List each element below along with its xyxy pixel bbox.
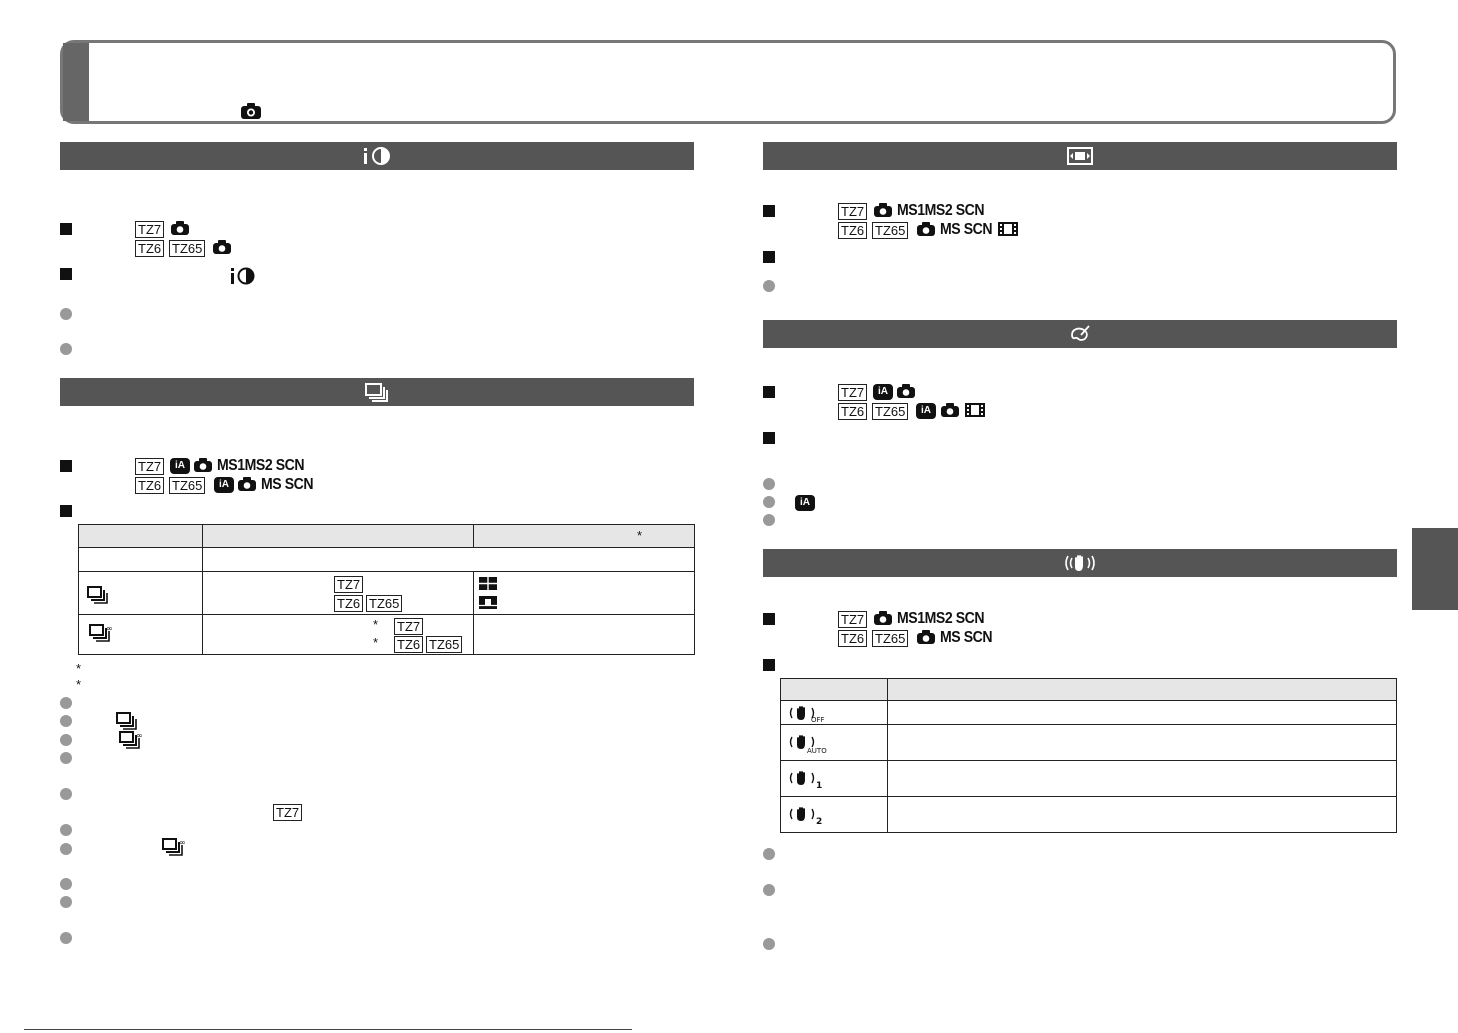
mode-text-ms-scn: MS SCN [261, 476, 314, 493]
round-bullet [763, 280, 775, 292]
footnote-asterisk: * [373, 635, 379, 650]
stabilizer-mode-table [780, 678, 1397, 833]
square-bullet [763, 659, 775, 671]
round-bullet [60, 788, 72, 800]
model-badge-tz6: TZ6 [838, 403, 867, 420]
burst-icon [364, 382, 390, 402]
model-badge-tz7: TZ7 [334, 576, 363, 593]
camera-icon [170, 220, 190, 236]
square-bullet [763, 613, 775, 625]
model-badge-tz65: TZ65 [872, 222, 908, 239]
model-badge-tz7: TZ7 [838, 611, 867, 628]
model-badge-tz65: TZ65 [426, 636, 462, 653]
section-bar-af-mode [763, 142, 1397, 170]
intelligent-exposure-icon [230, 266, 256, 286]
mode-text-ms1-ms2-scn: MS1MS2 SCN [897, 610, 985, 627]
intelligent-exposure-icon [362, 146, 392, 166]
camera-icon [240, 102, 262, 120]
header-tab-marker [63, 43, 89, 121]
stabilizer-mode1-icon [789, 770, 821, 790]
footnote-asterisk: * [76, 661, 82, 676]
mode-text-ms-scn: MS SCN [940, 221, 993, 238]
round-bullet [60, 896, 72, 908]
footnote-asterisk: * [636, 528, 642, 543]
table-row [79, 548, 695, 572]
square-bullet [763, 386, 775, 398]
af-area-icon [1066, 146, 1094, 166]
model-badge-tz6: TZ6 [838, 630, 867, 647]
table-header-row [781, 679, 1397, 701]
section-bar-color-mode [763, 320, 1397, 348]
model-badge-tz7: TZ7 [135, 221, 164, 238]
svg-text:∞: ∞ [179, 838, 186, 847]
camera-icon [873, 610, 893, 626]
model-badge-tz6: TZ6 [838, 222, 867, 239]
round-bullet [60, 734, 72, 746]
table-row [79, 572, 695, 615]
round-bullet [763, 478, 775, 490]
table-row [781, 761, 1397, 797]
round-bullet [60, 843, 72, 855]
model-badge-tz6: TZ6 [135, 477, 164, 494]
stabilizer-icon [1063, 553, 1097, 573]
intelligent-auto-icon: iA [795, 495, 815, 511]
footer-rule [24, 1029, 632, 1030]
round-bullet [763, 514, 775, 526]
model-badge-tz6: TZ6 [334, 595, 363, 612]
round-bullet [763, 938, 775, 950]
round-bullet [60, 878, 72, 890]
mode-text-ms1-ms2-scn: MS1MS2 SCN [897, 202, 985, 219]
unlimited-burst-icon [162, 838, 192, 858]
svg-text:∞: ∞ [136, 731, 143, 740]
svg-text:∞: ∞ [106, 624, 113, 633]
unlimited-burst-icon [89, 624, 117, 644]
picture-size-icon [479, 596, 497, 609]
model-badge-tz7: TZ7 [838, 384, 867, 401]
model-badge-tz7: TZ7 [838, 203, 867, 220]
square-bullet [60, 460, 72, 472]
motion-picture-icon [964, 402, 986, 418]
square-bullet [763, 251, 775, 263]
round-bullet [60, 697, 72, 709]
motion-picture-icon [997, 221, 1019, 237]
camera-icon [916, 629, 936, 645]
intelligent-auto-icon: iA [214, 477, 234, 493]
picture-size-icon [479, 577, 497, 590]
camera-icon [916, 221, 936, 237]
burst-icon [116, 712, 140, 731]
footnote-asterisk: * [373, 617, 379, 632]
model-badge-tz65: TZ65 [169, 240, 205, 257]
svg-text:1: 1 [816, 781, 823, 791]
chapter-side-tab [1412, 528, 1458, 610]
footnote-asterisk: * [76, 677, 82, 692]
color-mode-icon [1069, 324, 1091, 344]
round-bullet [763, 884, 775, 896]
square-bullet [763, 432, 775, 444]
section-bar-burst [60, 378, 694, 406]
stabilizer-off-icon [789, 705, 825, 724]
table-header-row [79, 525, 695, 548]
square-bullet [60, 268, 72, 280]
round-bullet [60, 343, 72, 355]
camera-icon [193, 457, 213, 473]
round-bullet [60, 715, 72, 727]
model-badge-tz7: TZ7 [135, 458, 164, 475]
model-badge-tz6: TZ6 [394, 636, 423, 653]
section-bar-stabilizer [763, 549, 1397, 577]
round-bullet [763, 848, 775, 860]
model-badge-tz65: TZ65 [169, 477, 205, 494]
stabilizer-auto-icon [789, 734, 825, 754]
model-badge-tz65: TZ65 [872, 403, 908, 420]
round-bullet [60, 752, 72, 764]
table-row [79, 615, 695, 655]
round-bullet [60, 932, 72, 944]
burst-settings-table [78, 524, 695, 655]
burst-icon [87, 586, 109, 604]
round-bullet [763, 496, 775, 508]
intelligent-auto-icon: iA [873, 384, 893, 400]
table-row [781, 701, 1397, 725]
section-bar-intelligent-exposure [60, 142, 694, 170]
model-badge-tz65: TZ65 [872, 630, 908, 647]
round-bullet [60, 308, 72, 320]
camera-icon [896, 383, 916, 399]
svg-text:OFF: OFF [811, 716, 825, 724]
model-badge-tz7: TZ7 [273, 804, 302, 821]
stabilizer-mode2-icon [789, 806, 821, 826]
model-badge-tz7: TZ7 [394, 618, 423, 635]
camera-icon [237, 476, 257, 492]
square-bullet [763, 205, 775, 217]
svg-text:AUTO: AUTO [807, 747, 827, 755]
intelligent-auto-icon: iA [170, 458, 190, 474]
square-bullet [60, 223, 72, 235]
model-badge-tz65: TZ65 [366, 595, 402, 612]
camera-icon [212, 239, 232, 255]
table-row [781, 797, 1397, 833]
unlimited-burst-icon [119, 731, 149, 751]
square-bullet [60, 505, 72, 517]
mode-text-ms-scn: MS SCN [940, 629, 993, 646]
mode-text-ms1-ms2-scn: MS1MS2 SCN [217, 457, 305, 474]
intelligent-auto-icon: iA [916, 403, 936, 419]
table-row [781, 725, 1397, 761]
camera-icon [873, 202, 893, 218]
round-bullet [60, 824, 72, 836]
model-badge-tz6: TZ6 [135, 240, 164, 257]
camera-icon [940, 402, 960, 418]
svg-text:2: 2 [816, 817, 823, 827]
